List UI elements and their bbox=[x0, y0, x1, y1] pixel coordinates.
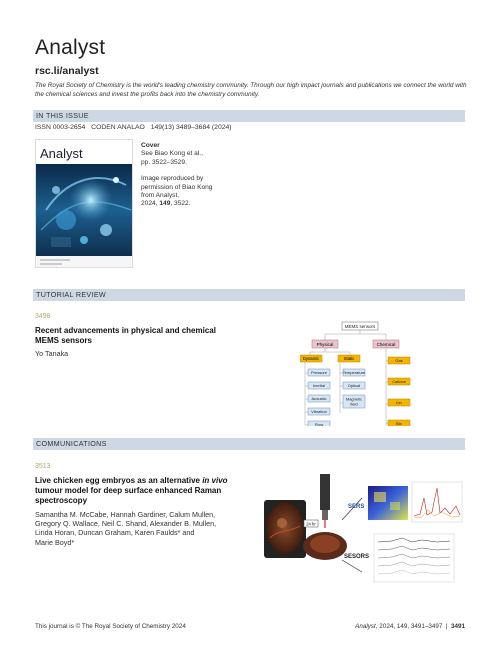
cover-pages: pp. 3522–3529. bbox=[141, 158, 187, 166]
communications-title[interactable]: Live chicken egg embryos as an alternative in vivo tumour model for deep surface enhanced Raman spectroscopy bbox=[35, 476, 228, 505]
mems-item-pressure-label: Pressure bbox=[310, 370, 328, 375]
journal-description: The Royal Society of Chemistry is the world's leading chemistry community. Through our high impact journals and publications we connect the world with the chemical sciences and invest the profits back into the chemistry community. bbox=[35, 82, 467, 98]
fig-sers-label: SERS bbox=[348, 504, 365, 510]
mems-item-magnetic-field-label: field bbox=[350, 401, 358, 407]
mems-physical: Physical bbox=[316, 342, 334, 347]
journal-title: Analyst bbox=[35, 36, 106, 59]
mems-chemical-items bbox=[388, 357, 410, 426]
issn-line bbox=[35, 124, 236, 131]
cover-credit-1: Image reproduced by bbox=[141, 175, 204, 183]
coden: CODEN ANALAO bbox=[91, 124, 145, 131]
tutorial-title[interactable]: Recent advancements in physical and chemical MEMS sensors bbox=[35, 326, 216, 345]
cover-credit-4: 2024, 149, 3522. bbox=[141, 200, 191, 208]
mems-item-bio-label: Bio bbox=[396, 421, 402, 426]
cover-credit-3: from Analyst, bbox=[141, 192, 180, 200]
tutorial-authors: Yo Tanaka bbox=[35, 349, 69, 358]
fig-time-label: 24 hr bbox=[306, 521, 316, 527]
mems-chemical: Chemical bbox=[376, 342, 396, 347]
section-tutorial-review: TUTORIAL REVIEW bbox=[33, 289, 465, 301]
mems-item-cations-label: Cations bbox=[392, 379, 406, 384]
section-communications: COMMUNICATIONS bbox=[33, 438, 465, 450]
tutorial-page-number: 3498 bbox=[35, 313, 51, 320]
cover-journal-name: Analyst bbox=[40, 146, 83, 161]
communications-page-number: 3513 bbox=[35, 463, 51, 470]
footer-citation: Analyst, 2024, 149, 3491–3497 | 3491 bbox=[355, 623, 465, 630]
fig-sesors-label: SESORS bbox=[344, 554, 370, 560]
mems-static: Static bbox=[343, 356, 355, 361]
mems-item-optical-label: Optical bbox=[347, 383, 361, 388]
cover-caption bbox=[141, 142, 261, 209]
footer-page-number: 3491 bbox=[450, 623, 465, 630]
journal-url[interactable]: rsc.li/analyst bbox=[35, 65, 99, 77]
mems-item-flow-label: Flow bbox=[314, 422, 324, 426]
mems-diagram bbox=[300, 318, 420, 426]
mems-root: MEMS sensors bbox=[344, 324, 376, 329]
mems-dynamic: Dynamic bbox=[302, 356, 320, 361]
issn: ISSN 0003-2654 bbox=[35, 124, 86, 131]
mems-item-ion-label: Ion bbox=[396, 400, 402, 405]
mems-item-acoustic-label: Acoustic bbox=[311, 396, 327, 401]
communications-authors: Samantha M. McCabe, Hannah Gardiner, Calum Mullen, Gregory Q. Wallace, Neil C. Shand, Alexander B. Mullen, Linda Horan, Duncan Graham, Karen Faulds* and Marie Boyd* bbox=[35, 510, 217, 547]
volume-info: 149(13) 3489–3684 (2024) bbox=[150, 124, 232, 131]
mems-item-magnetic-field-label: Magnetic bbox=[345, 396, 363, 402]
cover-artwork bbox=[36, 140, 133, 268]
mems-dynamic-items bbox=[308, 369, 330, 426]
cover-image[interactable] bbox=[35, 139, 133, 268]
mems-static-items bbox=[343, 369, 366, 408]
sers-figure bbox=[262, 468, 466, 586]
footer-copyright: This journal is © The Royal Society of Chemistry 2024 bbox=[35, 623, 186, 630]
mems-item-gas-label: Gas bbox=[395, 358, 403, 363]
cover-credit-2: permission of Biao Kong bbox=[141, 183, 213, 191]
cover-label: Cover bbox=[141, 142, 160, 149]
mems-item-vibration-label: Vibration bbox=[311, 409, 327, 414]
cover-see-line: See Biao Kong et al., bbox=[141, 150, 203, 158]
section-in-this-issue: IN THIS ISSUE bbox=[33, 110, 465, 122]
mems-item-temperature-label: Temperature bbox=[342, 370, 366, 375]
mems-item-inertial-label: Inertial bbox=[312, 383, 326, 388]
